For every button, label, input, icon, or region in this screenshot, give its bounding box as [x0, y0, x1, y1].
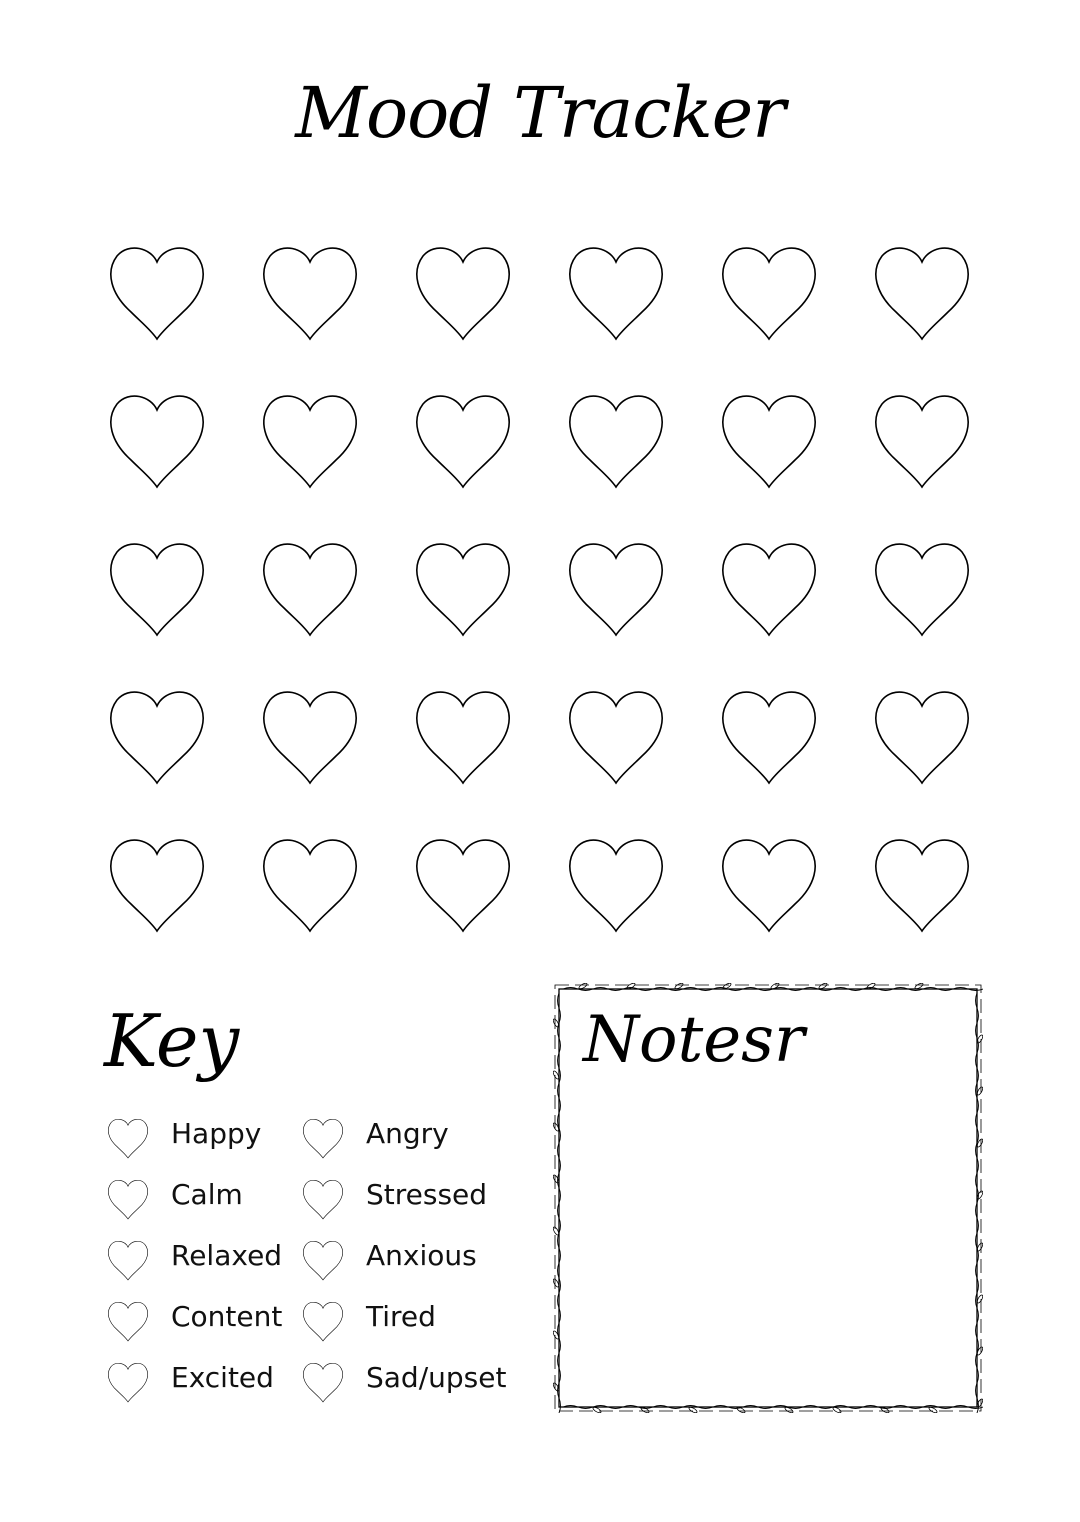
- mood-heart-cell[interactable]: [868, 240, 976, 344]
- key-item: [300, 1176, 530, 1222]
- heart-outline-icon: [868, 684, 976, 788]
- mood-heart-cell[interactable]: [562, 832, 670, 936]
- key-item-label: Content: [171, 1300, 283, 1333]
- heart-outline-icon: [562, 388, 670, 492]
- heart-outline-icon[interactable]: [300, 1359, 346, 1405]
- heart-outline-icon: [868, 240, 976, 344]
- mood-heart-cell[interactable]: [868, 684, 976, 788]
- heart-outline-icon[interactable]: [105, 1176, 151, 1222]
- notes-title: Notesr: [583, 1003, 805, 1077]
- heart-outline-icon[interactable]: [300, 1237, 346, 1283]
- key-item-label: Stressed: [366, 1178, 488, 1211]
- key-item: [300, 1298, 530, 1344]
- mood-heart-cell[interactable]: [562, 388, 670, 492]
- mood-heart-cell[interactable]: [715, 388, 823, 492]
- heart-outline-icon: [562, 832, 670, 936]
- heart-outline-icon: [715, 536, 823, 640]
- heart-outline-icon: [868, 832, 976, 936]
- key-item-label: Happy: [171, 1117, 262, 1150]
- key-item: [300, 1237, 530, 1283]
- heart-outline-icon[interactable]: [105, 1298, 151, 1344]
- key-item-label: Relaxed: [171, 1239, 283, 1272]
- heart-outline-icon: [868, 536, 976, 640]
- mood-heart-cell[interactable]: [868, 536, 976, 640]
- mood-heart-cell[interactable]: [562, 684, 670, 788]
- heart-outline-icon[interactable]: [300, 1176, 346, 1222]
- heart-outline-icon[interactable]: [300, 1298, 346, 1344]
- heart-outline-icon[interactable]: [105, 1115, 151, 1161]
- heart-outline-icon: [715, 684, 823, 788]
- key-title: Key: [104, 999, 240, 1083]
- key-item-label: Calm: [171, 1178, 243, 1211]
- mood-heart-cell[interactable]: [562, 536, 670, 640]
- key-item-label: Angry: [366, 1117, 449, 1150]
- mood-heart-cell[interactable]: [715, 240, 823, 344]
- heart-outline-icon[interactable]: [105, 1359, 151, 1405]
- key-item-label: Tired: [366, 1300, 436, 1333]
- key-item-label: Sad/upset: [366, 1361, 507, 1394]
- mood-heart-cell[interactable]: [562, 240, 670, 344]
- key-item-label: Anxious: [366, 1239, 477, 1272]
- heart-outline-icon: [868, 388, 976, 492]
- key-item: [300, 1359, 530, 1405]
- mood-heart-cell[interactable]: [715, 832, 823, 936]
- mood-heart-cell[interactable]: [868, 388, 976, 492]
- heart-outline-icon: [562, 684, 670, 788]
- mood-heart-cell[interactable]: [868, 832, 976, 936]
- heart-outline-icon: [715, 240, 823, 344]
- heart-outline-icon: [562, 536, 670, 640]
- key-item-label: Excited: [171, 1361, 274, 1394]
- heart-outline-icon: [715, 388, 823, 492]
- key-item: [300, 1115, 530, 1161]
- mood-heart-cell[interactable]: [715, 536, 823, 640]
- mood-heart-cell[interactable]: [715, 684, 823, 788]
- heart-outline-icon: [562, 240, 670, 344]
- heart-outline-icon[interactable]: [105, 1237, 151, 1283]
- page-title: Mood Tracker: [295, 72, 785, 154]
- heart-outline-icon[interactable]: [300, 1115, 346, 1161]
- heart-outline-icon: [715, 832, 823, 936]
